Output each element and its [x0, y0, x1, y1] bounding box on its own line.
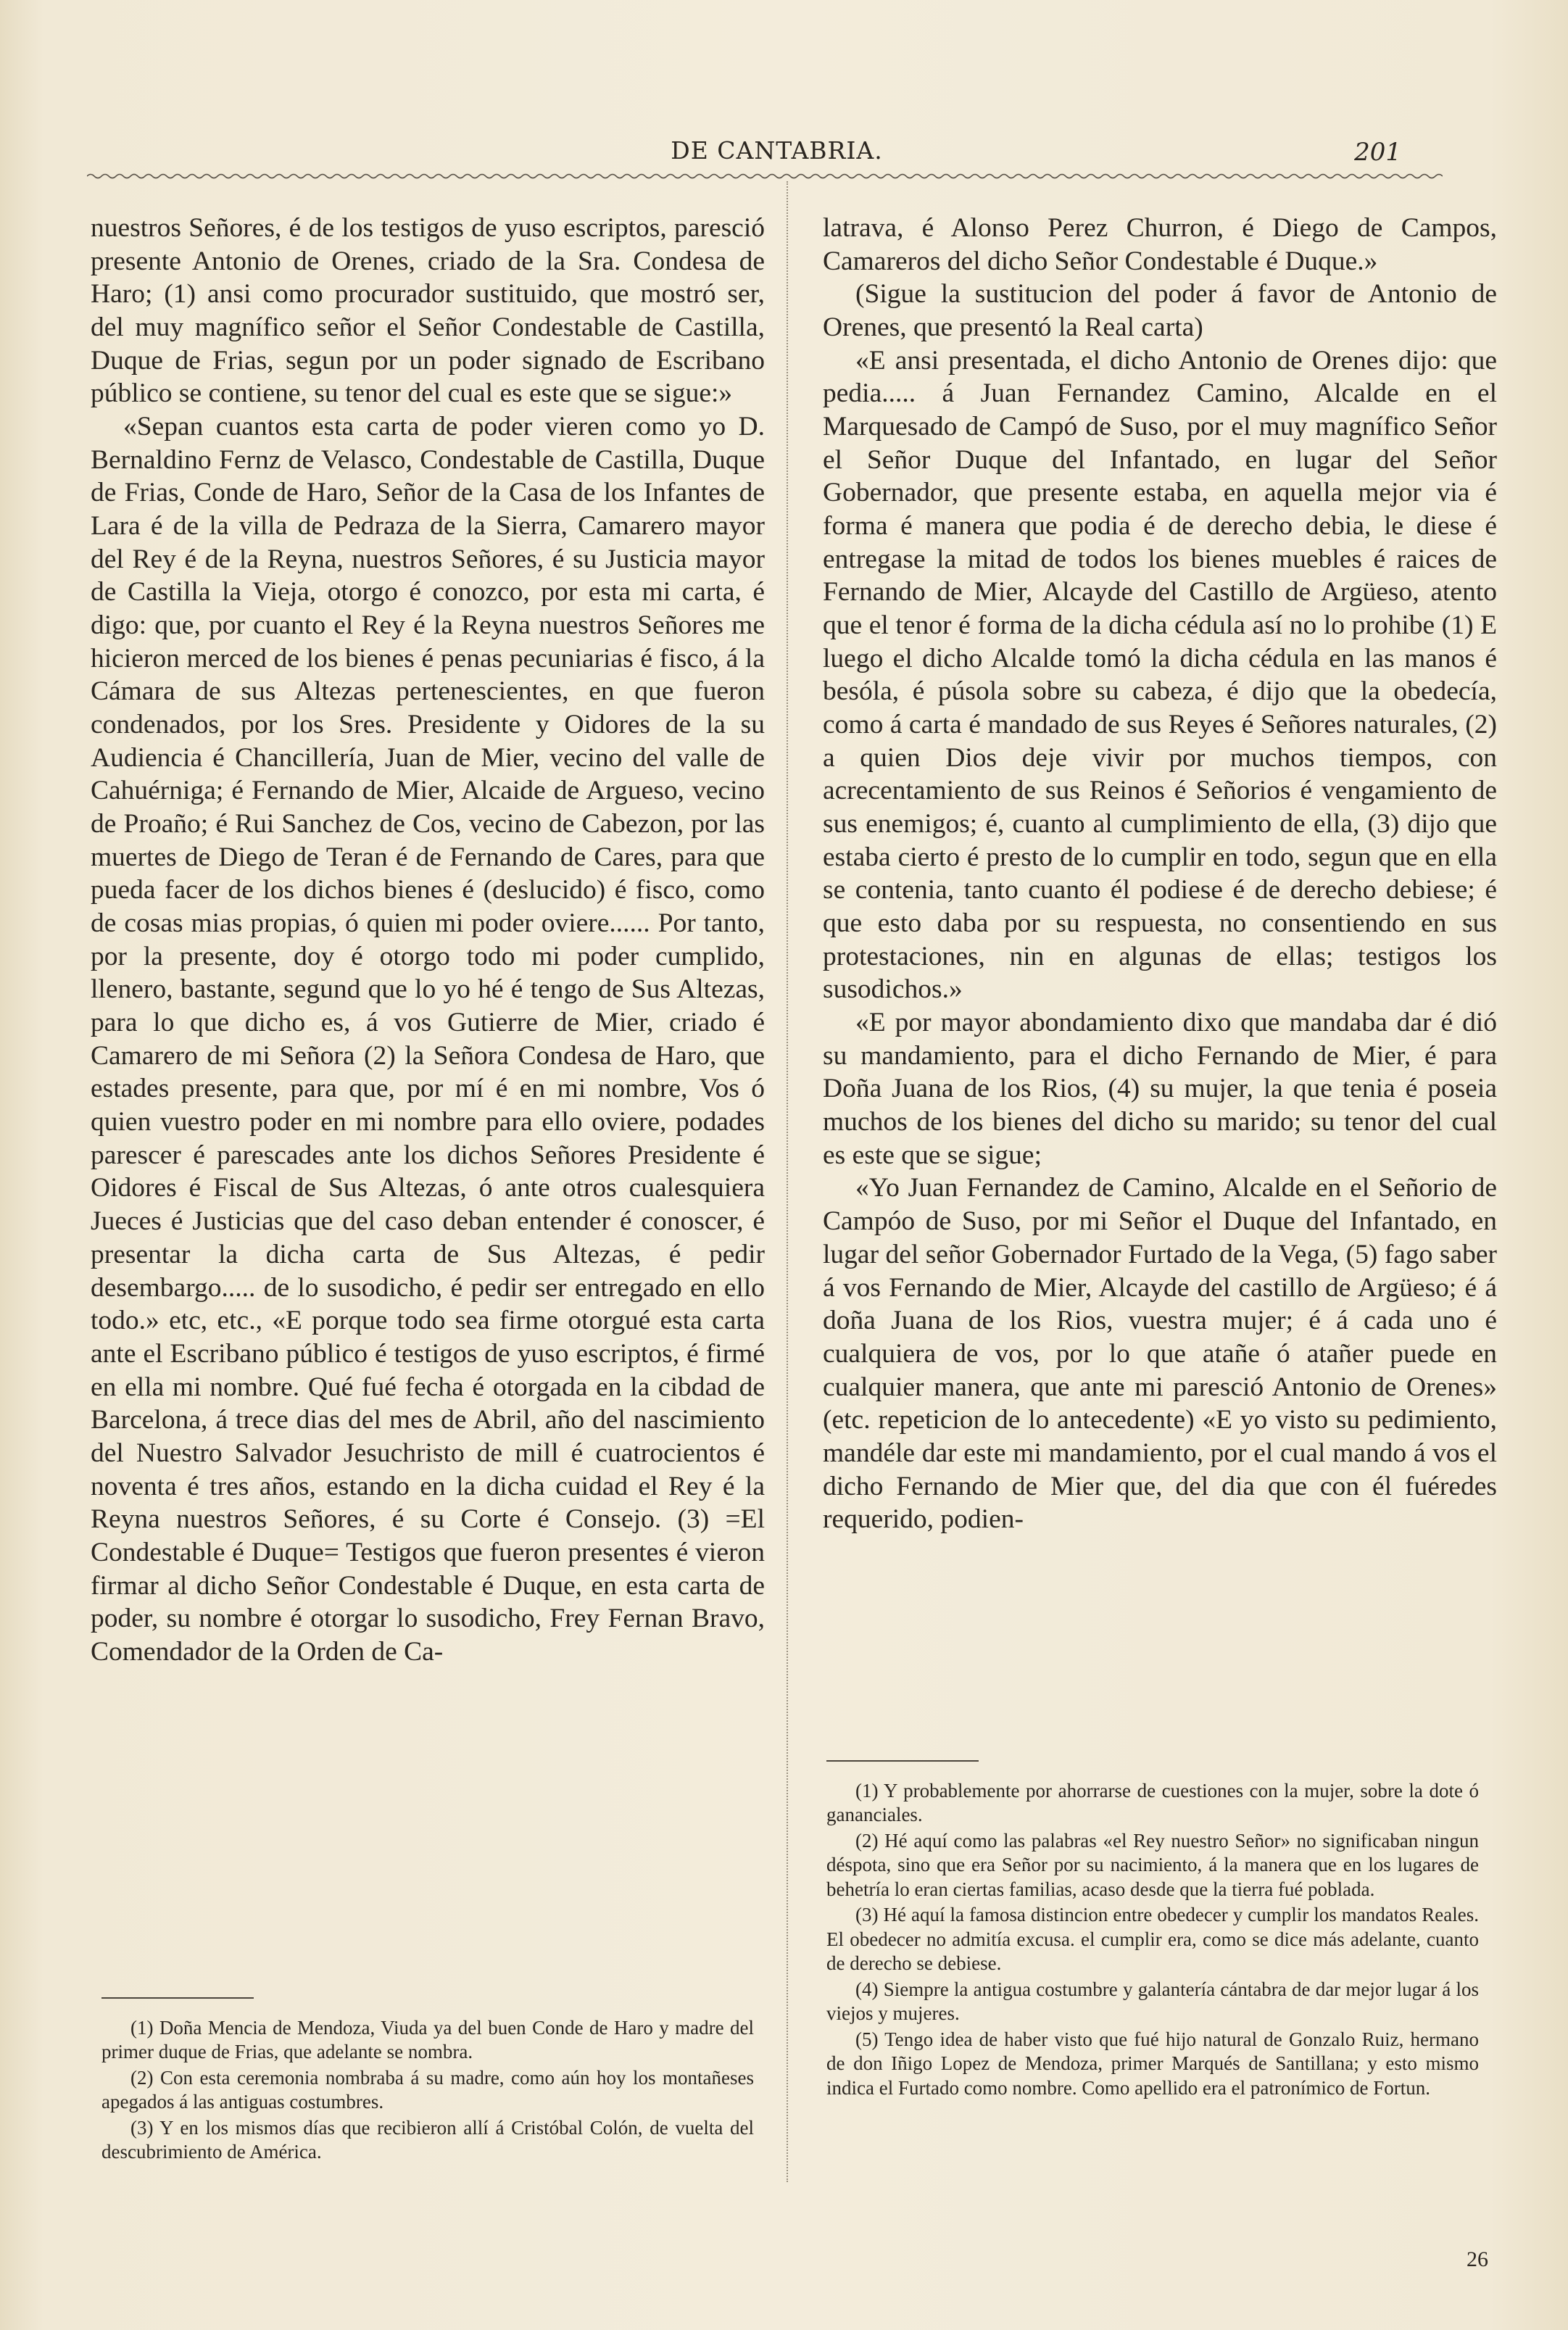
right-footnotes: [826, 1760, 1479, 2102]
footnote-item: (5) Tengo idea de haber visto que fué hijo natural de Gonzalo Ruiz, hermano de don Iñigo Lopez de Mendoza, primer Marqués de Santillana; y esto mismo indica el Furtado como nombre. Como apellido era el patronímico de Fortun.: [826, 2028, 1479, 2099]
right-column: [823, 212, 1497, 1536]
footnote-rule: [826, 1760, 979, 1762]
footnote-item: (1) Doña Mencia de Mendoza, Viuda ya del buen Conde de Haro y madre del primer duque de Frias, que adelante se nombra.: [101, 2017, 754, 2063]
left-paragraph-2: «Sepan cuantos esta carta de poder vieren como yo D. Bernaldino Fernz de Velasco, Condestable de Castilla, Duque de Frias, Conde de Haro, Señor de la Casa de los Infantes de Lara é de la villa de Pedraza de la Sierra, Camarero mayor del Rey é de la Reyna, nuestros Señores, é su Justicia mayor de Castilla la Vieja, otorgo é conozco, por esta mi carta, é digo: que, por cuanto el Rey é la Reyna nuestros Señores me hicieron merced de los bienes é penas pecuniarias é fisco, á la Cámara de sus Altezas pertenescientes, en que fueron condenados, por los Sres. Presidente y Oidores de la su Audiencia é Chancillería, Juan de Mier, vecino del valle de Cahuérniga; é Fernando de Mier, Alcaide de Argueso, vecino de Proaño; é Rui Sanchez de Cos, vecino de Cabezon, por las muertes de Diego de Teran é de Fernando de Cares, para que pueda facer de los dichos bienes é (deslucido) é fisco, como de cosas mias propias, ó quien mi poder oviere...... Por tanto, por la presente, doy é otorgo todo mi poder cumplido, llenero, bastante, segund que lo yo hé é tengo de Sus Altezas, para lo que dicho es, á vos Gutierre de Mier, criado é Camarero de mi Señora (2) la Señora Condesa de Haro, que estades presente, para que, por mí é en mi nombre, Vos ó quien vuestro poder en mi nombre para ello oviere, podades parescer é parescades ante los dichos Señores Presidente é Oidores é Fiscal de Sus Altezas, ó ante otros cualesquiera Jueces é Justicias que del caso deban entender é conoscer, é presentar la dicha carta de Sus Altezas, é pedir desembargo..... de lo susodicho, é pedir ser entregado en ello todo.» etc, etc., «E porque todo sea firme otorgué esta carta ante el Escribano público é testigos de yuso escriptos, é firmé en ella mi nombre. Qué fué fecha é otorgada en la cibdad de Barcelona, á trece dias del mes de Abril, año del nascimiento del Nuestro Salvador Jesuchristo de mill é cuatrocientos é noventa é tres años, estando en la dicha cuidad el Rey é la Reyna nuestros Señores, é su Corte é Consejo. (3) =El Condestable é Duque= Testigos que fueron presentes é vieron firmar al dicho Señor Condestable é Duque, en esta carta de poder, su nombre é otorgar lo susodicho, Frey Fernan Bravo, Comendador de la Orden de Ca-: [91, 412, 765, 1667]
footnote-rule: [101, 1997, 254, 1999]
left-column: [91, 212, 765, 1669]
right-paragraph-5: «Yo Juan Fernandez de Camino, Alcalde en el Señorio de Campóo de Suso, por mi Señor el Duque del Infantado, en lugar del señor Gobernador Furtado de la Vega, (5) fago saber á vos Fernando de Mier, Alcayde del castillo de Argüeso; é á doña Juana de los Rios, vuestra mujer; é á cada uno é cualquiera de vos, por lo que atañe ó atañer puede en cualquier manera, que ante mi paresció Antonio de Orenes» (etc. repeticion de lo antecedente) «E yo visto su pedimiento, mandéle dar este mi mandamiento, por el cual mando á vos el dicho Fernando de Mier que, del dia que con él fuéredes requerido, podien-: [823, 1173, 1497, 1535]
right-paragraph-4: «E por mayor abondamiento dixo que mandaba dar é dió su mandamiento, para el dicho Fernando de Mier, é para Doña Juana de los Rios, (4) su mujer, la que tenia é poseia muchos de los bienes del dicho su marido; su tenor del cual es este que se sigue;: [823, 1008, 1497, 1170]
left-footnotes: [101, 1997, 754, 2166]
page-header: [80, 132, 1474, 175]
footnote-item: (3) Hé aquí la famosa distincion entre obedecer y cumplir los mandatos Reales. El obedecer no admitía excusa. el cumplir era, como se dice más adelante, cuanto de derecho se debiese.: [826, 1904, 1479, 1975]
printer-signature: 26: [1467, 2247, 1488, 2271]
page-number: 201: [1354, 138, 1401, 167]
footnote-item: (3) Y en los mismos días que recibieron allí á Cristóbal Colón, de vuelta del descubrimiento de América.: [101, 2116, 754, 2163]
ornamental-wavy-rule: [87, 171, 1443, 181]
footnote-item: (2) Con esta ceremonia nombraba á su madre, como aún hoy los montañeses apegados á las antiguas costumbres.: [101, 2066, 754, 2113]
right-paragraph-2: (Sigue la sustitucion del poder á favor de Antonio de Orenes, que presentó la Real carta): [823, 279, 1497, 343]
footnote-item: (2) Hé aquí como las palabras «el Rey nuestro Señor» no significaban ningun déspota, sino que era Señor por su nacimiento, á la manera que en los lugares de behetría lo eran ciertas familias, acaso desde que la tierra fué poblada.: [826, 1829, 1479, 1900]
right-paragraph-1: latrava, é Alonso Perez Churron, é Diego de Campos, Camareros del dicho Señor Condestable é Duque.»: [823, 213, 1497, 276]
footnote-item: (1) Y probablemente por ahorrarse de cuestiones con la mujer, sobre la dote ó gananciales.: [826, 1780, 1479, 1826]
footnote-item: (4) Siempre la antigua costumbre y galantería cántabra de dar mejor lugar á los viejos y mujeres.: [826, 1978, 1479, 2025]
column-divider: [787, 181, 789, 2182]
left-paragraph-1: nuestros Señores, é de los testigos de yuso escriptos, paresció presente Antonio de Orenes, criado de la Sra. Condesa de Haro; (1) ansi como procurador sustituido, que mostró ser, del muy magnífico señor el Señor Condestable de Castilla, Duque de Frias, segun por un poder signado de Escribano público se contiene, su tenor del cual es este que se sigue:»: [91, 213, 765, 409]
running-title: DE CANTABRIA.: [671, 136, 883, 165]
right-paragraph-3: «E ansi presentada, el dicho Antonio de Orenes dijo: que pedia..... á Juan Fernandez Camino, Alcalde en el Marquesado de Campó de Suso, por el muy magnífico Señor el Señor Duque del Infantado, en lugar del Señor Gobernador, que presente estaba, en aquella mejor via é forma é manera que podia é de derecho debia, le diese é entregase la mitad de todos los bienes muebles é raices de Fernando de Mier, Alcayde del Castillo de Argüeso, atento que el tenor é forma de la dicha cédula así no lo prohibe (1) E luego el dicho Alcalde tomó la dicha cédula en las manos é besóla, é púsola sobre su cabeza, é dijo que la obedecía, como á carta é mandado de sus Reyes é Señores naturales, (2) a quien Dios deje vivir por muchos tiempos, con acrecentamiento de sus Reinos é Señorios é vengamiento de sus enemigos; é, cuanto al cumplimiento de ella, (3) dijo que estaba cierto é presto de lo cumplir en todo, segun que en ella se contenia, tanto cuanto él podiese é de derecho debiese; é que esto daba por su respuesta, no consentiendo en sus protestaciones, nin en algunas de ellas; testigos los susodichos.»: [823, 345, 1497, 1005]
